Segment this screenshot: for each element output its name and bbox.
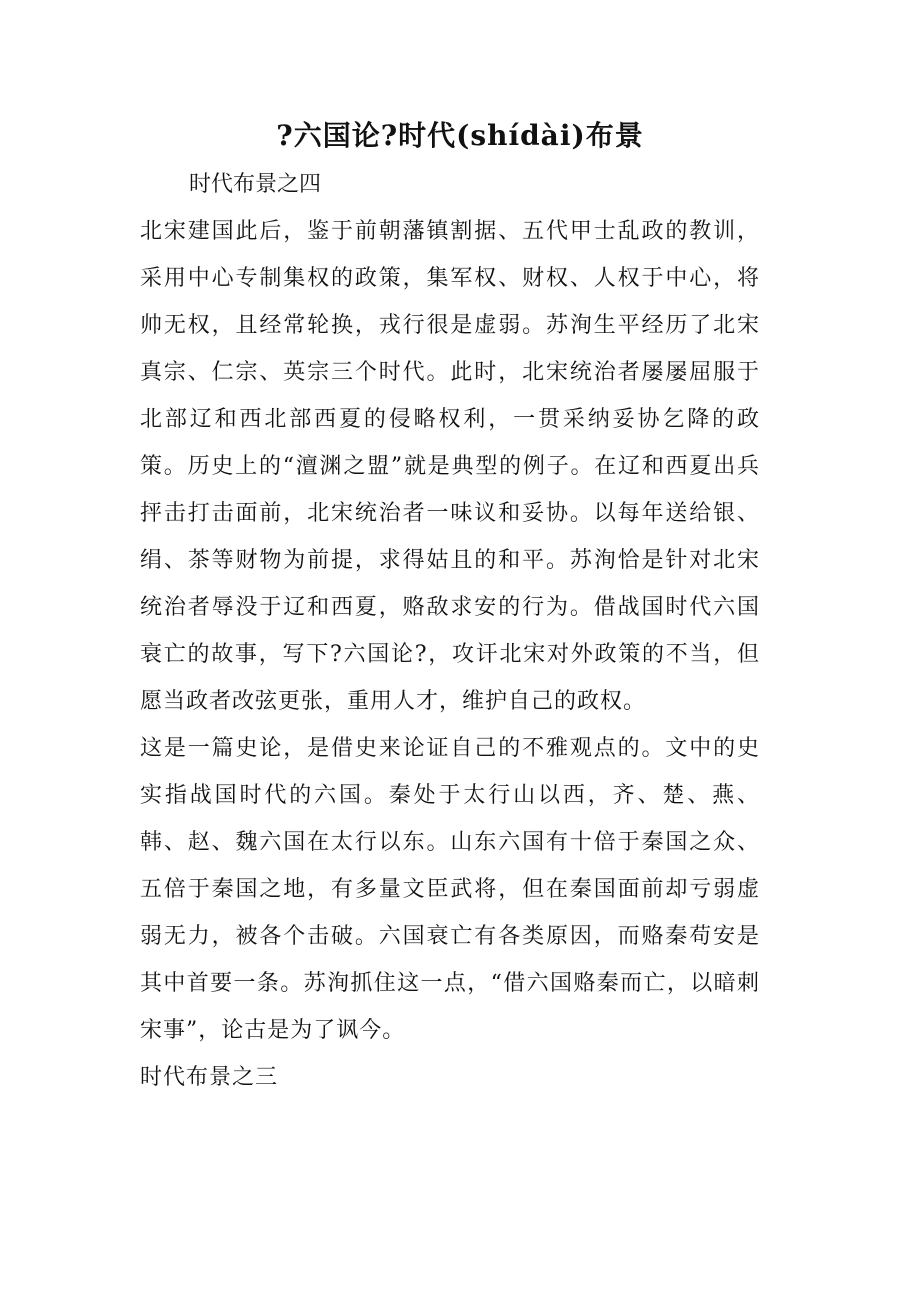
section-subheading-bottom: 时代布景之三	[140, 1065, 279, 1090]
paragraph-historical-background: 北宋建国此后，鉴于前朝藩镇割据、五代甲士乱政的教训，采用中心专制集权的政策，集军权、财权、人权于中心，将帅无权，且经常轮换，戎行很是虚弱。苏洵生平经历了北宋真宗、仁宗、英宗三个时代。此时，北宋统治者屡屡屈服于北部辽和西北部西夏的侵略权利，一贯采纳妥协乞降的政策。历史上的“澶渊之盟”就是典型的例子。在辽和西夏出兵抨击打击面前，北宋统治者一味议和妥协。以每年送给银、绢、茶等财物为前提，求得姑且的和平。苏洵恰是针对北宋统治者辱没于辽和西夏，赂敌求安的行为。借战国时代六国衰亡的故事，写下?六国论?，攻讦北宋对外政策的不当，但愿当政者改弦更张，重用人才，维护自己的政权。	[140, 219, 760, 714]
document-title: ?六国论?时代(shídài)布景	[276, 119, 644, 152]
document-body	[140, 208, 760, 1101]
paragraph-essay-analysis: 这是一篇史论，是借史来论证自己的不雅观点的。文中的史实指战国时代的六国。秦处于太行山以西，齐、楚、燕、韩、赵、魏六国在太行以东。山东六国有十倍于秦国之众、五倍于秦国之地，有多量文臣武将，但在秦国面前却亏弱虚弱无力，被各个击破。六国衰亡有各类原因，而赂秦苟安是其中首要一条。苏洵抓住这一点，“借六国赂秦而亡，以暗刺宋事”，论古是为了讽今。	[140, 736, 760, 1043]
section-subheading-top: 时代布景之四	[189, 172, 322, 197]
